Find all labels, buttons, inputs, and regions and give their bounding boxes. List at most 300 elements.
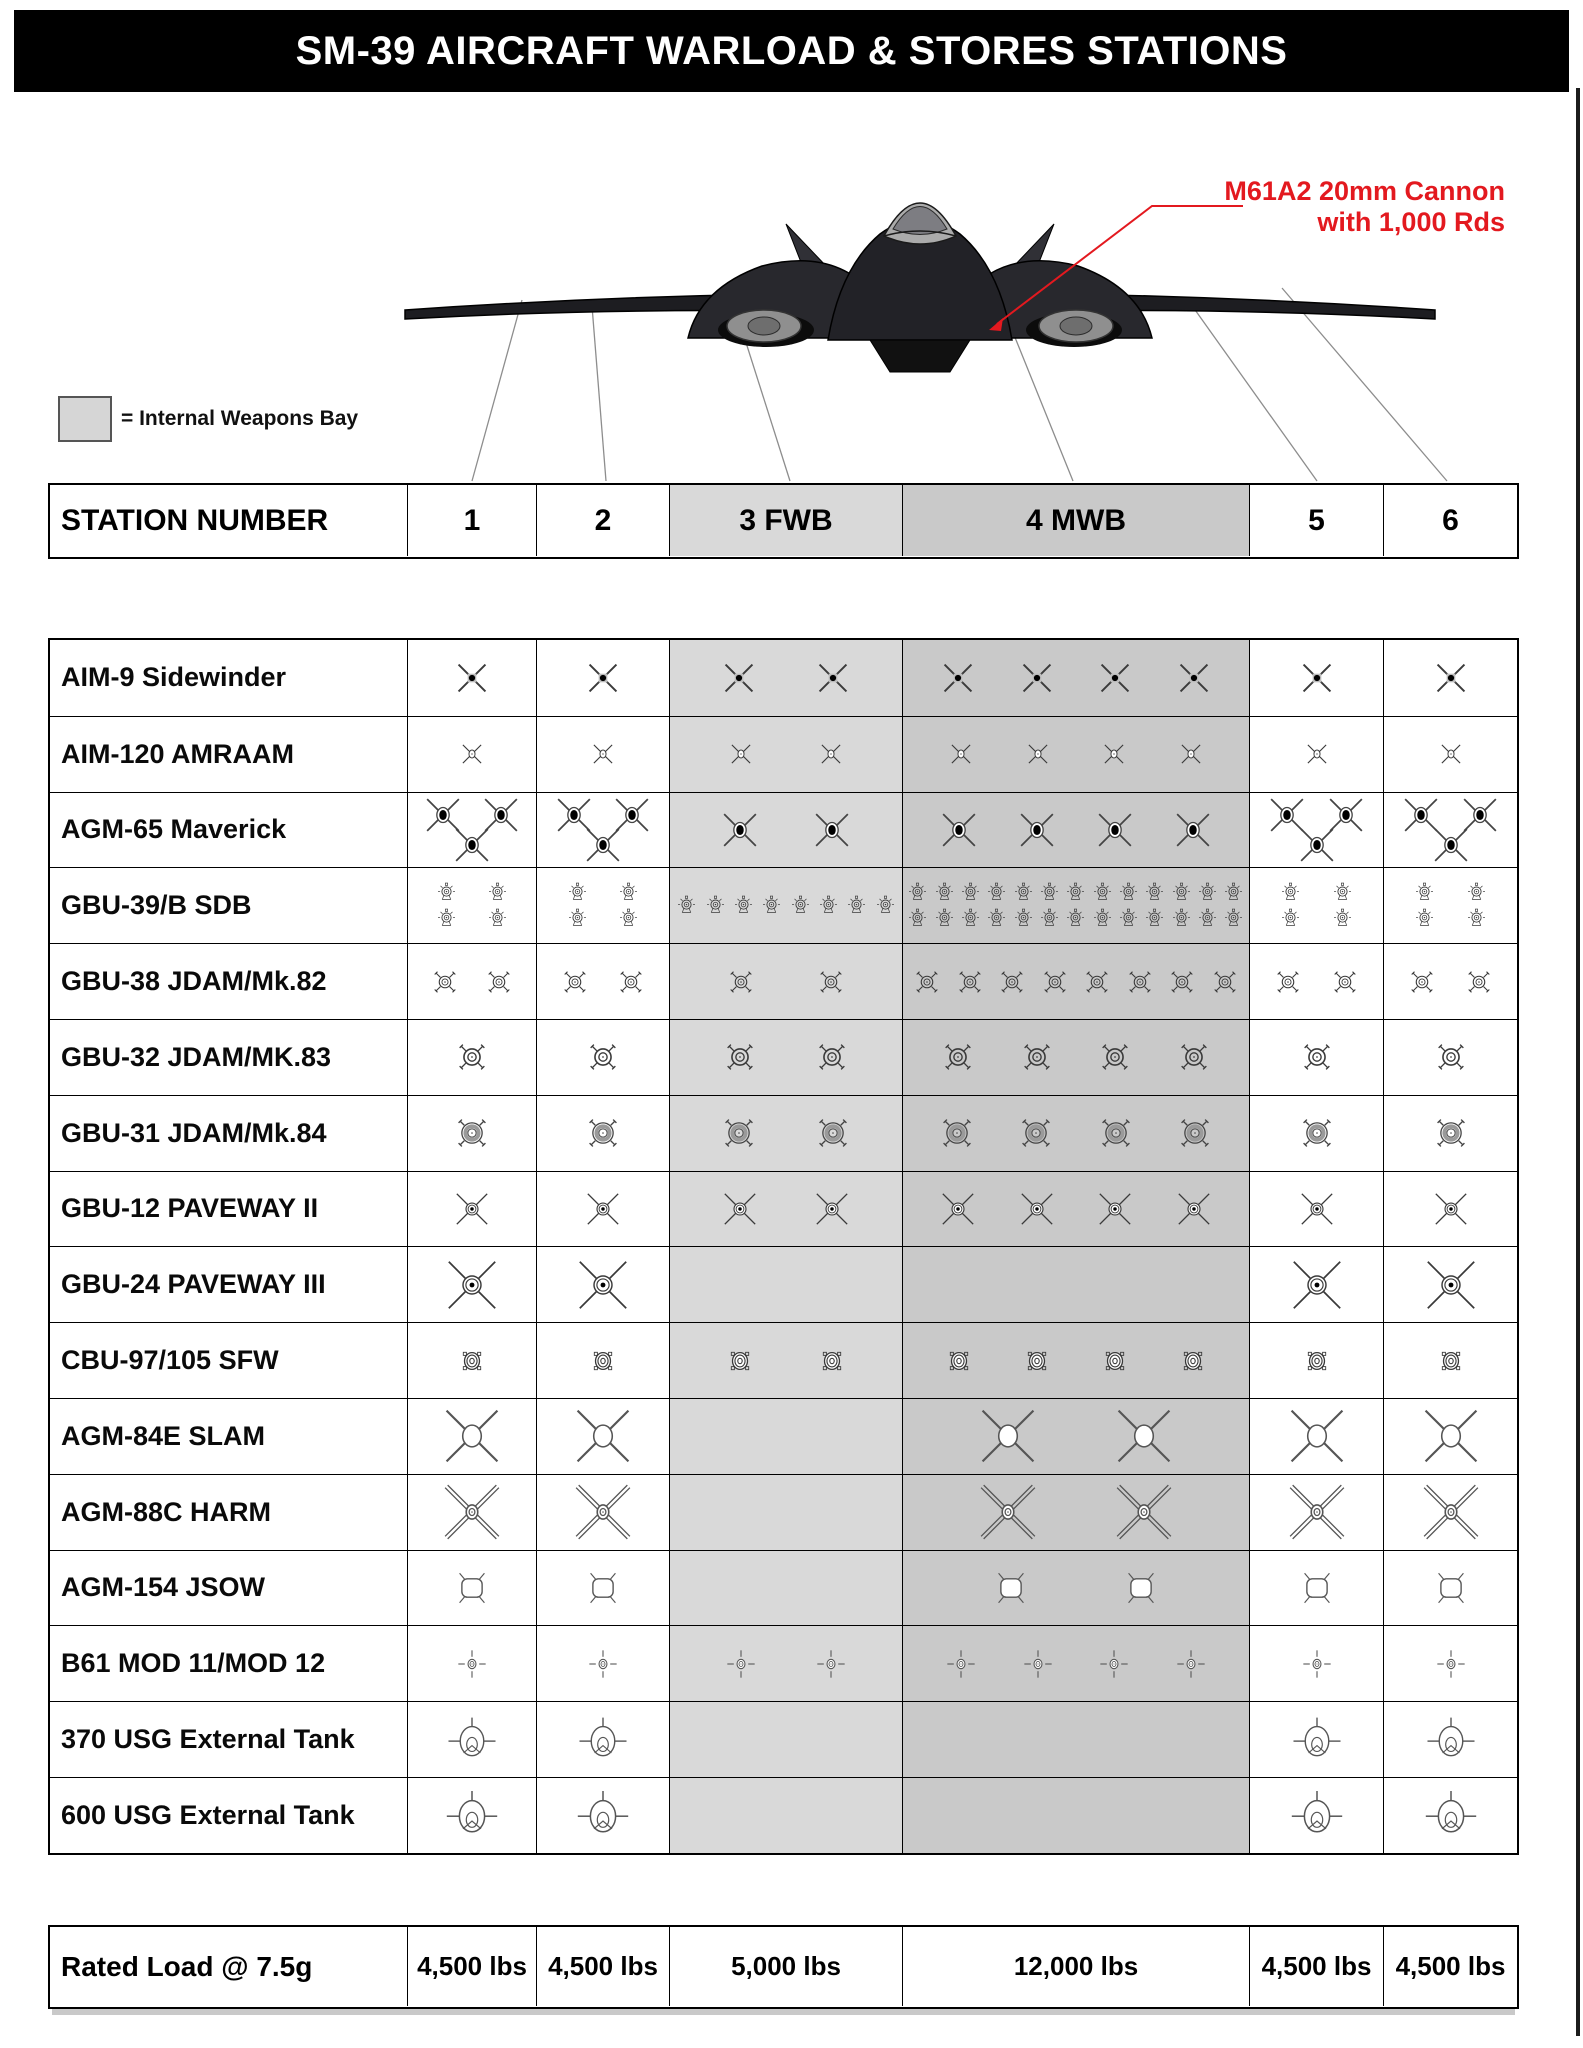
cell-station-4-mwb [902,1172,1249,1247]
icon-stack [1250,1702,1383,1777]
gbu39-icon [1012,907,1035,930]
icon-line [670,1034,902,1080]
icon-line [903,1646,1249,1682]
weapon-row [50,792,1517,868]
gbu31-icon [807,1107,859,1159]
aim9-icon [809,654,857,702]
cell-station-3-fwb [669,944,902,1019]
icon-line [903,654,1249,702]
cannon-annotation [1224,176,1505,238]
cell-station-6 [1383,1096,1517,1171]
icon-line [903,1565,1249,1611]
icon-line [537,1107,669,1159]
icon-line [537,1646,669,1682]
gbu38-icon [1037,964,1073,1000]
agm88-icon [976,1480,1040,1544]
icon-stack [1250,868,1383,943]
cell-station-6 [1383,1702,1517,1777]
agm65-icon [1171,808,1215,852]
gbu39-icon [985,907,1008,930]
gbu39-icon [1170,907,1193,930]
icon-stack [408,1323,536,1398]
gbu39-icon [1196,907,1219,930]
icon-line [1384,1565,1517,1611]
cell-station-3-fwb [669,1399,902,1474]
icon-stack [408,1020,536,1095]
icon-stack [537,1096,669,1171]
agm84-icon [1286,1405,1348,1467]
station-column-label-3-fwb: 3 FWB [669,485,902,556]
agm84-icon [977,1405,1039,1467]
cell-station-5 [1249,1475,1383,1550]
gbu31-icon [1090,1107,1142,1159]
aim9-icon [1013,654,1061,702]
weapon-row-label: GBU-12 PAVEWAY II [61,1193,319,1224]
cell-station-2 [536,1323,669,1398]
cell-station-1 [407,640,536,716]
icon-stack [670,1020,902,1095]
cell-station-5 [1249,944,1383,1019]
icon-line [408,1405,536,1467]
icon-stack [1384,944,1517,1019]
icon-stack [670,868,902,943]
cell-station-3-fwb [669,1172,902,1247]
gbu38-icon [909,964,945,1000]
gbu32-icon [1092,1034,1138,1080]
gbu31-icon [1010,1107,1062,1159]
gbu39-icon [1196,881,1219,904]
gbu39-icon [1465,881,1488,904]
icon-line [1384,1480,1517,1544]
tank600-icon [1287,1785,1347,1845]
icon-line [537,1785,669,1845]
gbu39-icon [845,894,868,917]
icon-line [408,654,536,702]
weapon-row [50,716,1517,792]
gbu39-icon [1064,907,1087,930]
cell-station-2 [536,793,669,868]
agm65-icon [1429,823,1473,867]
icon-line [1384,1339,1517,1383]
agm154-icon [988,1565,1034,1611]
cell-station-4-mwb [902,1626,1249,1701]
icon-line [670,654,902,702]
icon-line [408,1256,536,1314]
icon-stack [537,1702,669,1777]
icon-stack [537,1778,669,1853]
cell-station-2 [536,717,669,792]
gbu39-icon [1279,881,1302,904]
gbu39-icon [1413,907,1436,930]
tank370-icon [1289,1712,1345,1768]
gbu31-icon [931,1107,983,1159]
gbu32-icon [580,1034,626,1080]
icon-line [1384,823,1517,867]
cell-station-6 [1383,793,1517,868]
rated-load-value-station-4-mwb: 12,000 lbs [902,1927,1249,2006]
gbu32-icon [809,1034,855,1080]
icon-stack [537,868,669,943]
cbu97-icon [1171,1339,1215,1383]
gbu32-icon [1428,1034,1474,1080]
icon-line [1250,1480,1383,1544]
icon-stack [1384,868,1517,943]
cell-station-5 [1249,1551,1383,1626]
icon-stack [1250,1096,1383,1171]
icon-line [903,964,1249,1000]
icon-line [408,1785,536,1845]
cell-station-4-mwb [902,717,1249,792]
cell-station-2 [536,1551,669,1626]
rated-load-table [48,1925,1519,2009]
icon-line [670,1107,902,1159]
cell-station-4-mwb [902,640,1249,716]
gbu38-icon [1461,964,1497,1000]
weapon-row-label: GBU-24 PAVEWAY III [61,1269,326,1300]
icon-line [408,1646,536,1682]
agm65-icon [1093,808,1137,852]
cell-station-3-fwb [669,868,902,943]
gbu39-icon [1279,907,1302,930]
icon-line [903,1480,1249,1544]
weapon-row [50,1398,1517,1474]
icon-stack [537,640,669,716]
icon-line [1250,654,1383,702]
icon-line [537,1405,669,1467]
cell-station-4-mwb [902,1475,1249,1550]
agm88-icon [571,1480,635,1544]
icon-line [1250,1339,1383,1383]
cell-station-1 [407,1247,536,1322]
icon-stack [1250,1172,1383,1247]
cell-station-5 [1249,868,1383,943]
cell-station-3-fwb [669,1475,902,1550]
weapon-row [50,1474,1517,1550]
gbu39-icon [1012,881,1035,904]
station-column-label-2: 2 [536,485,669,556]
cbu97-icon [810,1339,854,1383]
cell-station-1 [407,868,536,943]
b61-icon [1173,1646,1209,1682]
icon-line [1384,907,1517,930]
icon-line [1384,1186,1517,1232]
gbu38-icon [952,964,988,1000]
icon-stack [903,640,1249,716]
gbu39-icon [1222,907,1245,930]
agm84-icon [1420,1405,1482,1467]
icon-line [670,1186,902,1232]
icon-stack [537,944,669,1019]
gbu39-icon [704,894,727,917]
gbu12-icon [1014,1186,1060,1232]
icon-line [537,735,669,773]
tank600-icon [1421,1785,1481,1845]
cell-station-3-fwb [669,793,902,868]
aim120-icon [722,735,760,773]
weapons-stations-matrix [48,638,1519,1855]
icon-stack [1250,1778,1383,1853]
agm84-icon [441,1405,503,1467]
icon-stack [670,1323,902,1398]
b61-icon [1096,1646,1132,1682]
icon-stack [1384,1323,1517,1398]
gbu38-icon [613,964,649,1000]
gbu39-icon [675,894,698,917]
gbu38-icon [481,964,517,1000]
agm65-icon [581,823,625,867]
gbu12-icon [580,1186,626,1232]
icon-stack [537,1020,669,1095]
icon-stack [1250,1020,1383,1095]
aim120-icon [1298,735,1336,773]
icon-stack [670,1172,902,1247]
icon-line [670,964,902,1000]
gbu24-icon [443,1256,501,1314]
weapon-row [50,1019,1517,1095]
aim120-icon [1172,735,1210,773]
aim9-icon [448,654,496,702]
icon-stack [537,1626,669,1701]
tank600-icon [573,1785,633,1845]
cell-station-1 [407,717,536,792]
cbu97-icon [937,1339,981,1383]
agm65-icon [1015,808,1059,852]
icon-line [1250,1785,1383,1845]
icon-line [537,964,669,1000]
icon-line [1250,1186,1383,1232]
cell-station-6 [1383,1172,1517,1247]
cell-station-1 [407,1399,536,1474]
weapon-row-label: GBU-32 JDAM/MK.83 [61,1041,332,1072]
icon-stack [1250,1247,1383,1322]
agm84-icon [572,1405,634,1467]
cell-station-4-mwb [902,793,1249,868]
cell-station-4-mwb [902,1399,1249,1474]
weapon-row-label: GBU-38 JDAM/Mk.82 [61,966,327,997]
weapons-bay-legend-label: = Internal Weapons Bay [121,407,359,430]
icon-stack [1384,1020,1517,1095]
icon-line [537,1256,669,1314]
gbu39-icon [1465,907,1488,930]
cell-station-6 [1383,640,1517,716]
cell-station-3-fwb [669,1778,902,1853]
icon-stack [1250,717,1383,792]
agm154-icon [449,1565,495,1611]
icon-line [408,1565,536,1611]
icon-line [1384,654,1517,702]
icon-stack [670,717,902,792]
gbu12-icon [809,1186,855,1232]
icon-line [1250,1034,1383,1080]
gbu39-icon [1091,881,1114,904]
gbu12-icon [935,1186,981,1232]
gbu12-icon [717,1186,763,1232]
cell-station-5 [1249,793,1383,868]
cell-station-6 [1383,1551,1517,1626]
icon-line [1250,1107,1383,1159]
gbu39-icon [486,907,509,930]
aim120-icon [453,735,491,773]
weapon-row-label: 370 USG External Tank [61,1724,355,1755]
cell-station-5 [1249,1626,1383,1701]
cbu97-icon [450,1339,494,1383]
cell-station-4-mwb [902,944,1249,1019]
icon-stack [537,1172,669,1247]
icon-stack [1250,1323,1383,1398]
icon-line [903,1405,1249,1467]
agm88-icon [440,1480,504,1544]
cell-station-1 [407,1626,536,1701]
icon-line [537,1034,669,1080]
icon-stack [537,1323,669,1398]
gbu38-icon [1404,964,1440,1000]
agm88-icon [1419,1480,1483,1544]
gbu39-icon [1170,881,1193,904]
gbu39-icon [1117,881,1140,904]
b61-icon [585,1646,621,1682]
cell-station-3-fwb [669,1702,902,1777]
cell-station-2 [536,1172,669,1247]
icon-stack [537,793,669,868]
gbu32-icon [1014,1034,1060,1080]
gbu39-icon [435,907,458,930]
aim9-icon [579,654,627,702]
icon-stack [1250,640,1383,716]
icon-line [670,1646,902,1682]
cell-station-2 [536,1702,669,1777]
cell-station-2 [536,640,669,716]
icon-stack [670,1399,902,1474]
cell-station-6 [1383,944,1517,1019]
cell-station-4-mwb [902,1096,1249,1171]
icon-stack [670,1475,902,1550]
agm88-icon [1285,1480,1349,1544]
cell-station-4-mwb [902,1247,1249,1322]
weapon-row [50,1777,1517,1853]
icon-stack [537,1551,669,1626]
icon-line [1250,1256,1383,1314]
weapon-row [50,1701,1517,1777]
gbu38-icon [1122,964,1158,1000]
weapon-row-label: B61 MOD 11/MOD 12 [61,1648,326,1679]
icon-stack [903,1626,1249,1701]
gbu39-icon [486,881,509,904]
gbu38-icon [1207,964,1243,1000]
cell-station-6 [1383,1778,1517,1853]
gbu39-icon [1222,881,1245,904]
rated-load-row [50,1927,1517,2006]
icon-line [537,881,669,904]
cell-station-5 [1249,1247,1383,1322]
cell-station-4-mwb [902,1323,1249,1398]
weapons-bay-legend [58,396,358,442]
icon-line [408,1107,536,1159]
weapon-row-label: 600 USG External Tank [61,1799,355,1830]
icon-stack [408,1096,536,1171]
cell-station-3-fwb [669,1626,902,1701]
weapon-row [50,1322,1517,1398]
gbu32-icon [717,1034,763,1080]
gbu38-icon [1164,964,1200,1000]
icon-stack [670,944,902,1019]
gbu39-icon [1064,881,1087,904]
icon-line [1384,964,1517,1000]
agm154-icon [1118,1565,1164,1611]
aim9-icon [1427,654,1475,702]
tank370-icon [444,1712,500,1768]
icon-line [903,1339,1249,1383]
icon-line [537,1480,669,1544]
weapon-row-label: AIM-9 Sidewinder [61,662,287,693]
cell-station-2 [536,1020,669,1095]
icon-line [537,1186,669,1232]
gbu12-icon [449,1186,495,1232]
weapon-row [50,640,1517,716]
gbu38-icon [723,964,759,1000]
icon-stack [1250,944,1383,1019]
icon-stack [1250,1551,1383,1626]
weapon-row [50,1625,1517,1701]
tank370-icon [575,1712,631,1768]
cell-station-3-fwb [669,1020,902,1095]
icon-stack [1384,640,1517,716]
right-edge-border [1576,88,1580,2036]
gbu39-icon [617,907,640,930]
aim9-icon [1091,654,1139,702]
gbu24-icon [1422,1256,1480,1314]
agm65-icon [450,823,494,867]
icon-line [903,735,1249,773]
cell-station-2 [536,1247,669,1322]
cell-station-3-fwb [669,1551,902,1626]
cell-station-3-fwb [669,1323,902,1398]
cell-station-5 [1249,1399,1383,1474]
icon-line [537,1712,669,1768]
icon-stack [1384,1096,1517,1171]
gbu12-icon [1171,1186,1217,1232]
icon-line [670,735,902,773]
icon-stack [903,1247,1249,1322]
gbu39-icon [617,881,640,904]
icon-stack [1250,793,1383,868]
gbu39-icon [817,894,840,917]
cell-station-5 [1249,1096,1383,1171]
icon-stack [903,1475,1249,1550]
gbu32-icon [1294,1034,1340,1080]
cell-station-5 [1249,1778,1383,1853]
gbu39-icon [1143,907,1166,930]
cbu97-icon [718,1339,762,1383]
aim120-icon [812,735,850,773]
cell-station-6 [1383,1626,1517,1701]
icon-stack [670,1626,902,1701]
weapon-row-label: CBU-97/105 SFW [61,1345,279,1376]
icon-stack [408,1172,536,1247]
icon-stack [1384,1551,1517,1626]
icon-stack [537,1475,669,1550]
b61-icon [943,1646,979,1682]
gbu39-icon [985,881,1008,904]
icon-line [1384,1405,1517,1467]
gbu39-icon [906,881,929,904]
cell-station-6 [1383,1020,1517,1095]
b61-icon [1433,1646,1469,1682]
icon-stack [670,1778,902,1853]
cbu97-icon [581,1339,625,1383]
cell-station-1 [407,1778,536,1853]
aim9-icon [934,654,982,702]
icon-stack [537,717,669,792]
